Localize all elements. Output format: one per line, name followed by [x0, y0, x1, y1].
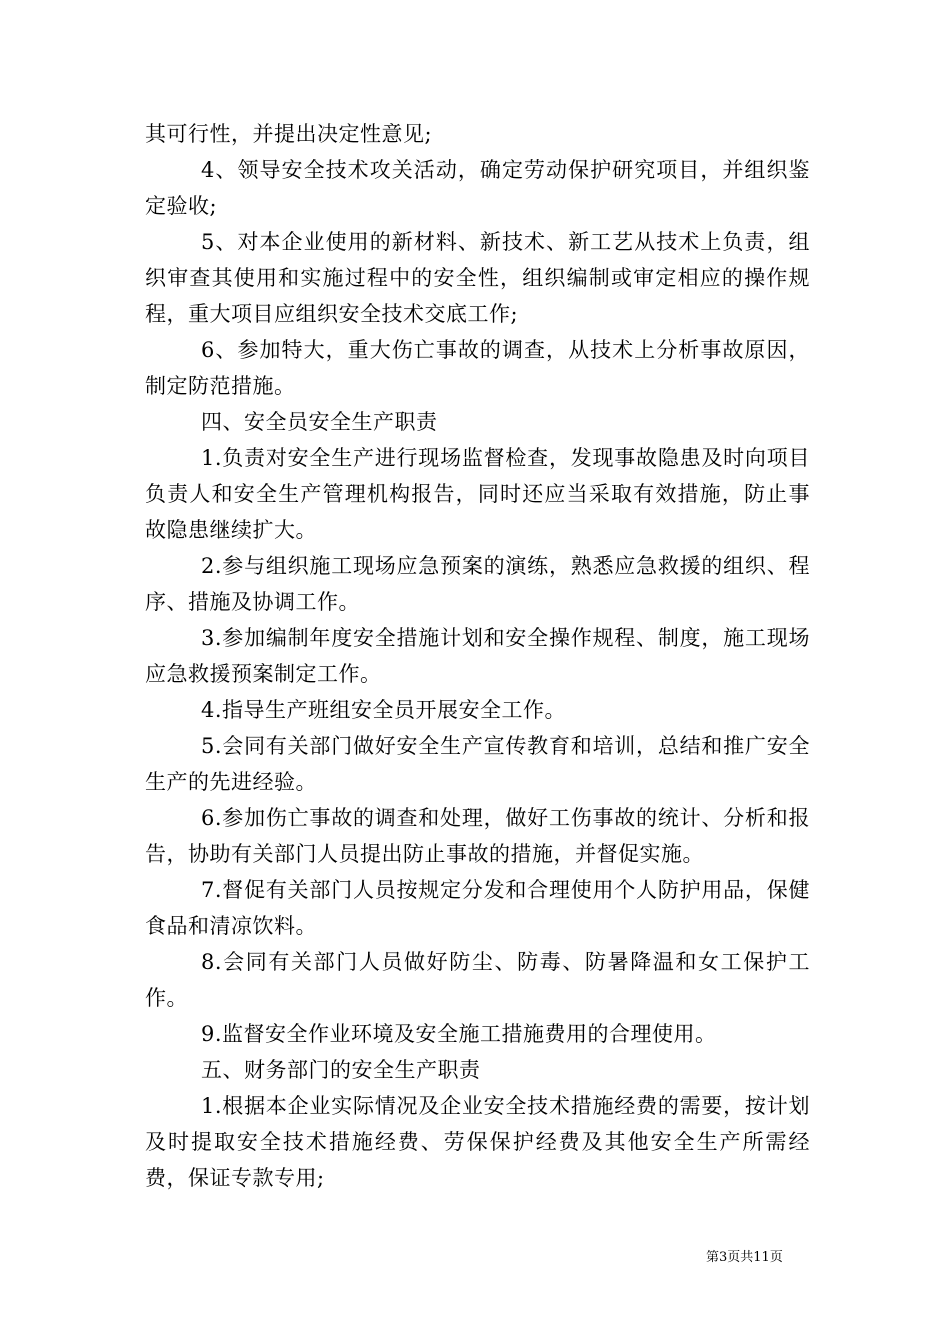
paragraph-item-5: 5、对本企业使用的新材料、新技术、新工艺从技术上负责，组织审查其使用和实施过程中的安全性，组织编制或审定相应的操作规程，重大项目应组织安全技术交底工作;	[145, 230, 810, 326]
section-heading-5: 五、财务部门的安全生产职责	[201, 1058, 481, 1082]
paragraph-safety-7: 7.督促有关部门人员按规定分发和合理使用个人防护用品，保健食品和清凉饮料。	[145, 878, 810, 938]
paragraph-continuation: 其可行性，并提出决定性意见;	[145, 122, 433, 146]
paragraph-safety-8: 8.会同有关部门人员做好防尘、防毒、防暑降温和女工保护工作。	[145, 950, 810, 1010]
paragraph-safety-1: 1.负责对安全生产进行现场监督检查，发现事故隐患及时向项目负责人和安全生产管理机构报告，同时还应当采取有效措施，防止事故隐患继续扩大。	[145, 446, 810, 542]
paragraph-safety-6: 6.参加伤亡事故的调查和处理，做好工伤事故的统计、分析和报告，协助有关部门人员提出防止事故的措施，并督促实施。	[145, 806, 810, 866]
paragraph-finance-1: 1.根据本企业实际情况及企业安全技术措施经费的需要，按计划及时提取安全技术措施经费、劳保保护经费及其他安全生产所需经费，保证专款专用;	[145, 1094, 810, 1190]
body-text	[145, 116, 810, 1196]
paragraph-safety-2: 2.参与组织施工现场应急预案的演练，熟悉应急救援的组织、程序、措施及协调工作。	[145, 554, 810, 614]
paragraph-safety-5: 5.会同有关部门做好安全生产宣传教育和培训，总结和推广安全生产的先进经验。	[145, 734, 810, 794]
paragraph-safety-3: 3.参加编制年度安全措施计划和安全操作规程、制度，施工现场应急救援预案制定工作。	[145, 626, 810, 686]
page-number-footer: 第3页共11页	[706, 1250, 783, 1265]
paragraph-item-4: 4、领导安全技术攻关活动，确定劳动保护研究项目，并组织鉴定验收;	[145, 158, 810, 218]
paragraph-item-6: 6、参加特大，重大伤亡事故的调查，从技术上分析事故原因，制定防范措施。	[145, 338, 810, 398]
section-heading-4: 四、安全员安全生产职责	[201, 410, 438, 434]
paragraph-safety-9: 9.监督安全作业环境及安全施工措施费用的合理使用。	[201, 1022, 717, 1046]
paragraph-safety-4: 4.指导生产班组安全员开展安全工作。	[201, 698, 567, 722]
